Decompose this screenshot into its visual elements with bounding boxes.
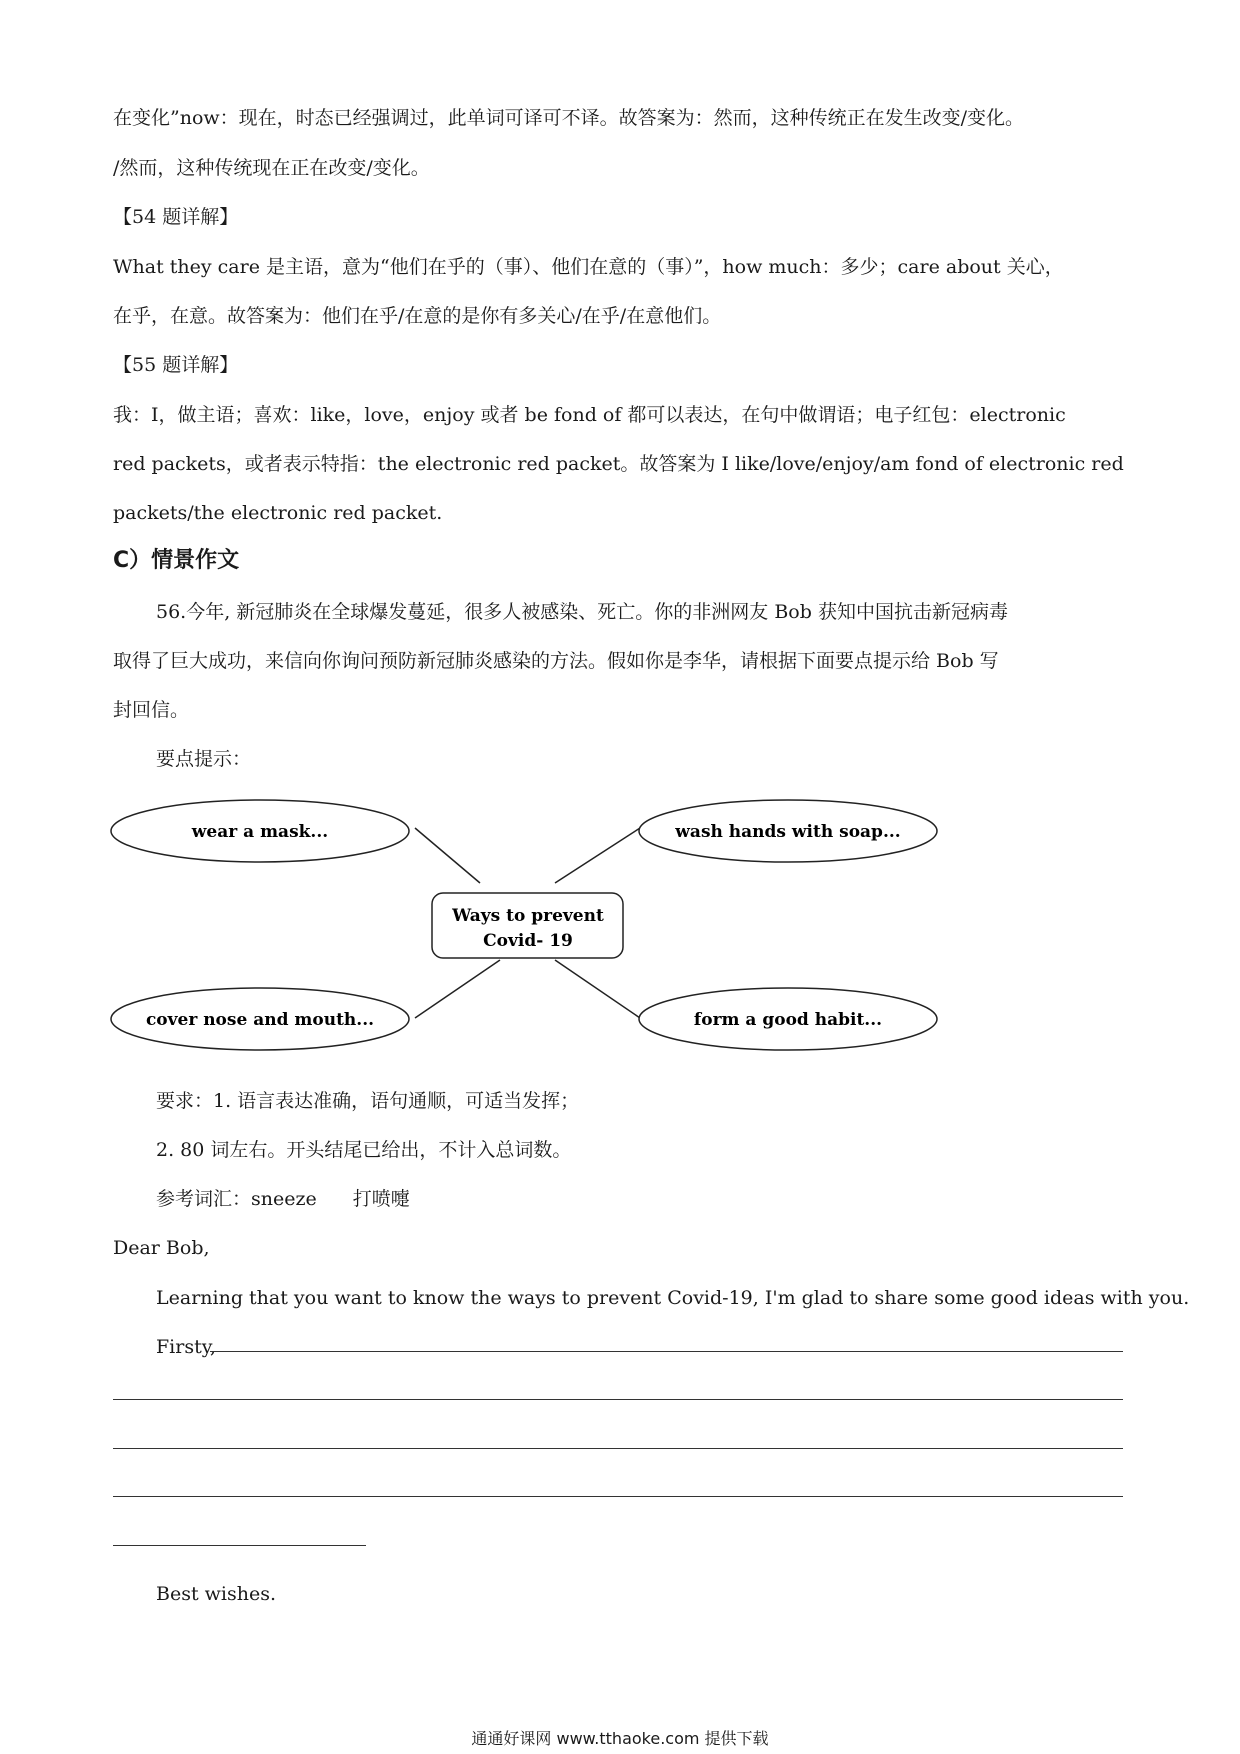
prompt-line: 封回信。 [113,699,190,721]
writing-line [210,1351,1123,1352]
q54-explanation: 在乎，在意。故答案为：他们在乎/在意的是你有多关心/在乎/在意他们。 [113,305,722,327]
q55-explanation: packets/the electronic red packet. [113,502,443,524]
q54-explanation: What they care 是主语，意为“他们在乎的（事）、他们在意的（事）”，how much：多少；care about 关心， [113,256,1064,278]
node-bottom-right-text: form a good habit... [693,1010,883,1030]
writing-line [113,1448,1123,1449]
writing-line [113,1545,366,1546]
letter-closing: Best wishes. [156,1583,276,1605]
node-top-left-text: wear a mask... [191,822,329,842]
prompt-line: 取得了巨大成功，来信向你询问预防新冠肺炎感染的方法。假如你是李华，请根据下面要点提示给 Bob 写 [113,650,999,672]
connector-line [415,960,500,1018]
section-title: C）情景作文 [113,548,240,573]
letter-firstly: Firsty, [156,1336,216,1358]
prompt-line: 56.今年, 新冠肺炎在全球爆发蔓延，很多人被感染、死亡。你的非洲网友 Bob 获知中国抗击新冠病毒 [156,601,1008,623]
q55-heading: 【55 题详解】 [113,354,239,376]
letter-greeting: Dear Bob, [113,1237,210,1259]
center-text-line2: Covid- 19 [483,931,573,951]
node-bottom-left-text: cover nose and mouth... [145,1010,375,1030]
hints-label: 要点提示： [156,748,252,770]
connector-line [555,960,640,1018]
center-text-line1: Ways to prevent [452,906,604,926]
node-top-right-text: wash hands with soap... [675,822,901,842]
page-footer: 通通好课网 www.tthaoke.com 提供下载 [471,1729,769,1748]
vocab-label: 参考词汇：sneeze [156,1188,317,1210]
explanation-line: 在变化”now：现在，时态已经强调过，此单词可译可不译。故答案为：然而，这种传统正在发生改变/变化。 [113,107,1025,129]
letter-opening: Learning that you want to know the ways to prevent Covid-19, I'm glad to share some good ideas with you. [156,1287,1190,1309]
connector-line [415,828,480,883]
connector-line [555,828,640,883]
q55-explanation: 我：I，做主语；喜欢：like，love，enjoy 或者 be fond of 都可以表达，在句中做谓语；电子红包：electronic [113,404,1066,426]
writing-line [113,1496,1123,1497]
mind-map-diagram [110,790,950,1060]
requirement-line: 要求：1. 语言表达准确，语句通顺，可适当发挥； [156,1090,580,1112]
q55-explanation: red packets，或者表示特指：the electronic red packet。故答案为 I like/love/enjoy/am fond of electronic red [113,453,1124,475]
explanation-line: /然而，这种传统现在正在改变/变化。 [113,157,430,179]
writing-line [113,1399,1123,1400]
vocab-meaning: 打喷嚏 [352,1188,410,1210]
q54-heading: 【54 题详解】 [113,206,239,228]
vocab-line [156,1186,1176,1212]
requirement-line: 2. 80 词左右。开头结尾已给出，不计入总词数。 [156,1139,572,1161]
